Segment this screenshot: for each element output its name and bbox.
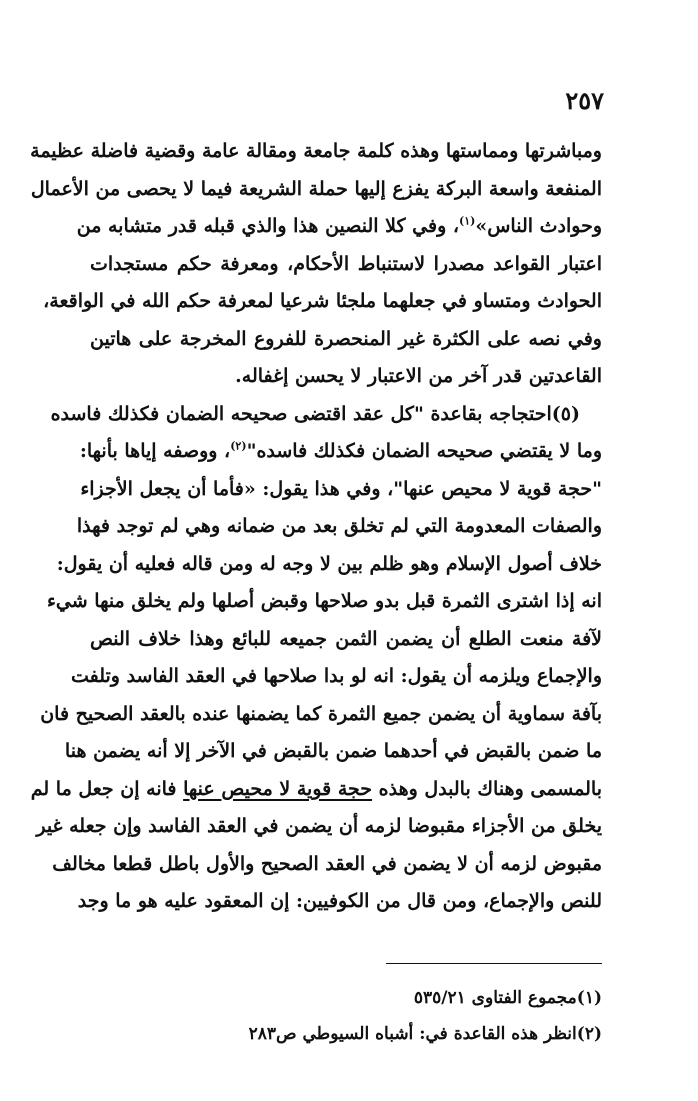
text-line-2: المنفعة واسعة البركة يفزع إليها حملة الشريعة فيما لا يحصى من الأعمال bbox=[30, 177, 602, 200]
text-line-15: والإجماع ويلزمه أن يقول: انه لو بدا صلاحها في العقد الفاسد وتلفت bbox=[70, 665, 602, 687]
text-line-7: القاعدتين قدر آخر من الاعتبار لا يحسن إغفاله. bbox=[235, 365, 602, 387]
text-line-6: وفي نصه على الكثرة غير المنحصرة للفروع المخرجة على هاتين bbox=[90, 327, 602, 350]
text-line-3-part-2: ، وفي كلا النصين هذا والذي قبله قدر متشابه من bbox=[76, 215, 459, 237]
page-number: ٢٥٧ bbox=[565, 86, 604, 115]
text-line-3 bbox=[76, 208, 602, 246]
text-line-9 bbox=[79, 433, 602, 471]
footnote-2: (٢)انظر هذه القاعدة في: أشباه السيوطي ص٢٨٣ bbox=[248, 1024, 602, 1044]
text-line-10: "حجة قوية لا محيص عنها"، وفي هذا يقول: «فأما أن يجعل الأجزاء bbox=[80, 477, 602, 500]
body-text bbox=[30, 133, 602, 921]
text-line-19: يخلق من الأجزاء مقبوضا لزمه أن يضمن في العقد الفاسد وإن جعله غير bbox=[36, 815, 602, 837]
text-line-14: لآفة منعت الطلع أن يضمن الثمن جميعه للبائع وهذا خلاف النص bbox=[90, 627, 602, 650]
text-line-13: انه إذا اشترى الثمرة قبل بدو صلاحها وقبض أصلها ولم يخلق منها شيء bbox=[46, 590, 602, 612]
text-line-9-part-2: ، ووصفه إياها بأنها: bbox=[79, 440, 231, 462]
text-line-9-part-1: وما لا يقتضي صحيحه الضمان فكذلك فاسده" bbox=[246, 440, 602, 462]
footnote-ref-2[interactable]: (٢) bbox=[230, 439, 247, 453]
text-line-4: اعتبار القواعد مصدرا لاستنباط الأحكام، ومعرفة حكم مستجدات bbox=[90, 252, 602, 275]
text-line-18-part-1: بالمسمى وهناك بالبدل وهذه bbox=[372, 777, 602, 800]
footnotes bbox=[90, 980, 602, 1052]
text-line-20: مقبوض لزمه أن لا يضمن في العقد الصحيح والأول باطل قطعا مخالف bbox=[52, 852, 602, 875]
text-line-17: ما ضمن بالقبض في أحدهما ضمن بالقبض في الآخر إلا أنه يضمن هنا bbox=[64, 740, 602, 762]
footnote-1: (١)مجموع الفتاوى ٥٣٥/٢١ bbox=[413, 988, 602, 1008]
footnote-ref-1[interactable]: (١) bbox=[459, 214, 476, 228]
text-line-18 bbox=[30, 771, 602, 809]
text-line-18-part-2: فانه إن جعل ما لم bbox=[30, 777, 184, 800]
text-line-1: ومباشرتها ومماستها وهذه كلمة جامعة ومقالة عامة وقضية فاضلة عظيمة bbox=[30, 140, 602, 162]
text-line-8: (٥)احتجاجه بقاعدة "كل عقد اقتضى صحيحه الضمان فكذلك فاسده bbox=[50, 402, 580, 425]
text-line-5: الحوادث ومتساو في جعلهما ملجئا شرعيا لمعرفة حكم الله في الواقعة، bbox=[43, 290, 602, 312]
footnote-divider bbox=[386, 963, 602, 964]
text-line-12: خلاف أصول الإسلام وهو ظلم بين لا وجه له ومن قاله فعليه أن يقول: bbox=[56, 552, 602, 575]
text-line-11: والصفات المعدومة التي لم تخلق بعد من ضمانه وهي لم توجد فهذا bbox=[76, 515, 602, 537]
text-line-3-part-1: وحوادث الناس» bbox=[475, 215, 602, 237]
text-line-16: بآفة سماوية أن يضمن جميع الثمرة كما يضمنها عنده بالعقد الصحيح فان bbox=[40, 702, 602, 725]
underlined-phrase: حجة قوية لا محيص عنها bbox=[183, 777, 373, 800]
text-line-21: للنص والإجماع، ومن قال من الكوفيين: إن المعقود عليه هو ما وجد bbox=[77, 890, 602, 912]
